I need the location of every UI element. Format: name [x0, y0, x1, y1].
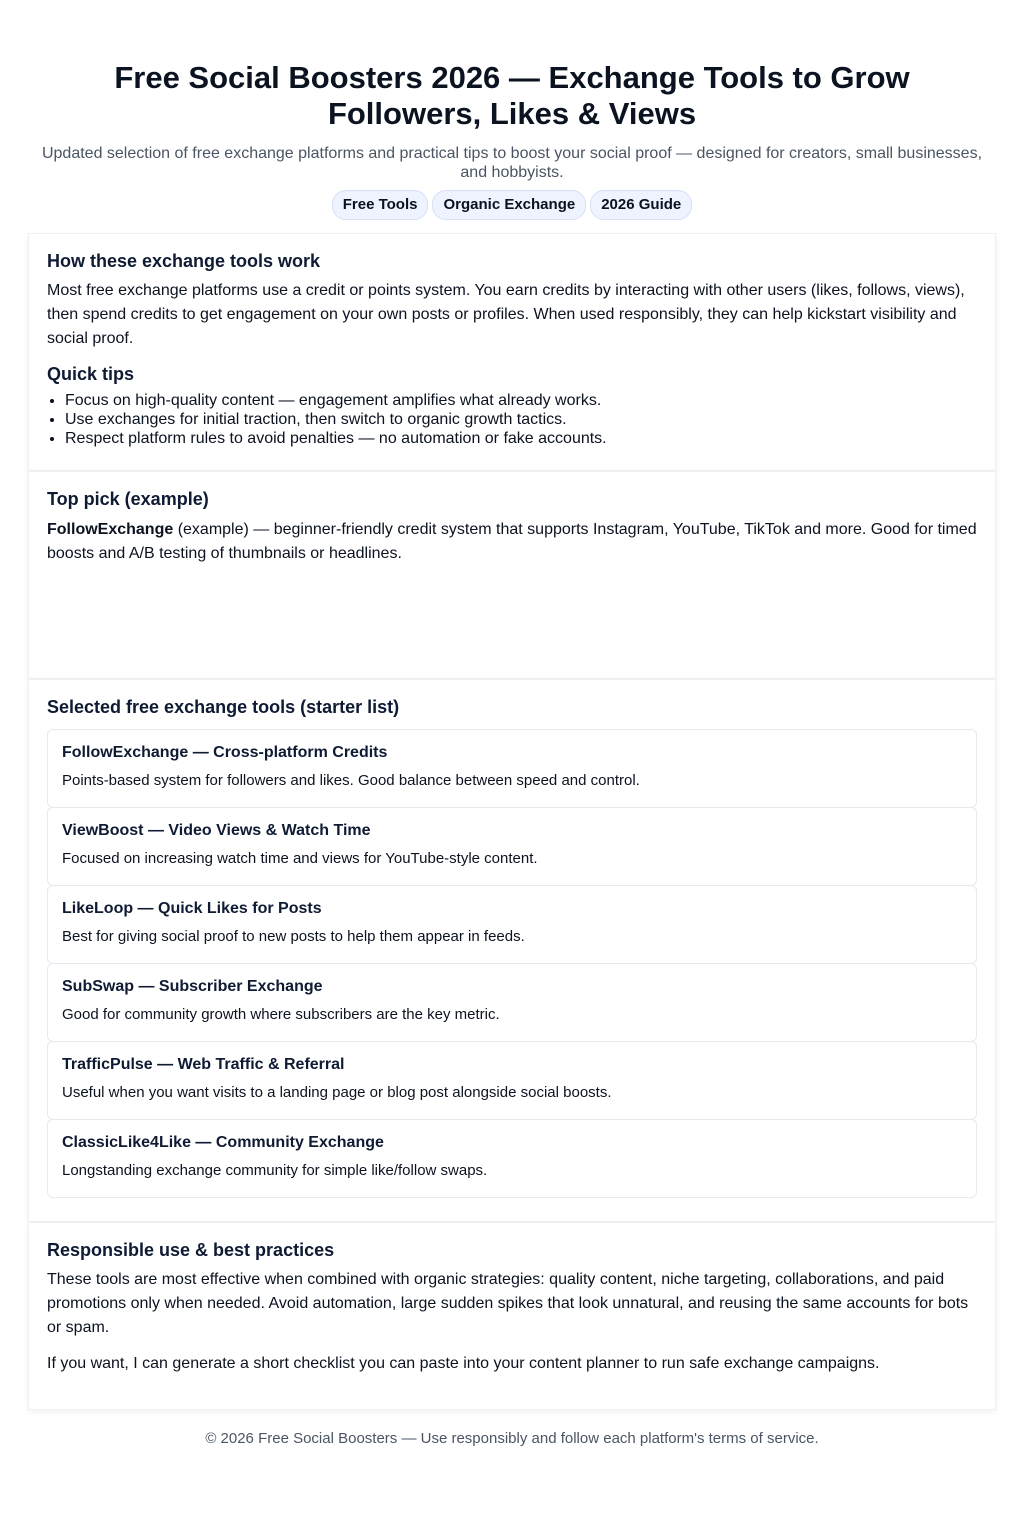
tool-card-followexchange — [47, 729, 977, 808]
top-pick-body — [47, 518, 977, 566]
tool-card-subswap — [47, 963, 977, 1042]
tool-description: Useful when you want visits to a landing page or blog post alongside social boosts. — [62, 1084, 612, 1101]
tool-title: FollowExchange — Cross-platform Credits — [62, 744, 388, 761]
best-practices-section — [28, 1222, 996, 1410]
best-practices-offer: If you want, I can generate a short checklist you can paste into your content planner to run safe exchange campaigns. — [47, 1355, 880, 1372]
tool-card-trafficpulse — [47, 1041, 977, 1120]
best-practices-body: These tools are most effective when combined with organic strategies: quality content, niche targeting, collaborations, and paid promotions only when needed. Avoid automation, large sudden spikes that look unnatural, and reusing the same accounts for bots or spam. — [47, 1271, 969, 1336]
tools-section — [28, 679, 996, 1222]
tool-title: ViewBoost — Video Views & Watch Time — [62, 822, 371, 839]
tool-title: TrafficPulse — Web Traffic & Referral — [62, 1056, 345, 1073]
tool-description: Focused on increasing watch time and views for YouTube-style content. — [62, 850, 538, 867]
tool-title: ClassicLike4Like — Community Exchange — [62, 1134, 384, 1151]
best-practices-heading: Responsible use & best practices — [47, 1240, 335, 1260]
page-footer: © 2026 Free Social Boosters — Use responsibly and follow each platform's terms of service. — [205, 1430, 819, 1447]
tools-list — [47, 729, 977, 1198]
tool-description: Best for giving social proof to new posts to help them appear in feeds. — [62, 928, 525, 945]
tools-heading: Selected free exchange tools (starter list) — [47, 697, 400, 717]
page-subtitle: Updated selection of free exchange platforms and practical tips to boost your social proof — designed for creators, small businesses, and hobbyists. — [41, 145, 983, 181]
badge-free-tools: Free Tools — [332, 190, 429, 220]
top-pick-heading: Top pick (example) — [47, 489, 209, 509]
top-pick-name: FollowExchange — [47, 521, 174, 538]
tool-card-likeloop — [47, 885, 977, 964]
tool-description: Good for community growth where subscribers are the key metric. — [62, 1006, 500, 1023]
top-pick-description: (example) — beginner-friendly credit system that supports Instagram, YouTube, TikTok and more. Good for timed boosts and A/B testing of thumbnails or headlines. — [47, 521, 977, 562]
badge-2026-guide: 2026 Guide — [590, 190, 692, 220]
how-it-works-heading: How these exchange tools work — [47, 251, 321, 271]
tip-item: • Use exchanges for initial traction, then switch to organic growth tactics. — [65, 410, 977, 429]
badge-row — [40, 190, 984, 220]
tool-description: Longstanding exchange community for simple like/follow swaps. — [62, 1162, 488, 1179]
tool-description: Points-based system for followers and likes. Good balance between speed and control. — [62, 772, 640, 789]
page-header — [0, 0, 1024, 220]
page-title: Free Social Boosters 2026 — Exchange Tools to Grow Followers, Likes & Views — [114, 60, 910, 131]
quick-tips-heading: Quick tips — [47, 364, 135, 384]
tip-item: • Respect platform rules to avoid penalties — no automation or fake accounts. — [65, 429, 977, 448]
tool-card-viewboost — [47, 807, 977, 886]
quick-tips-list — [47, 391, 977, 448]
tool-card-classiclike4like — [47, 1119, 977, 1198]
tool-title: LikeLoop — Quick Likes for Posts — [62, 900, 322, 917]
how-it-works-section — [28, 233, 996, 471]
how-it-works-body: Most free exchange platforms use a credit or points system. You earn credits by interacting with other users (likes, follows, views), then spend credits to get engagement on your own posts or profiles. When used responsibly, they can help kickstart visibility and social proof. — [47, 282, 965, 347]
top-pick-section — [28, 471, 996, 679]
badge-organic-exchange: Organic Exchange — [432, 190, 586, 220]
tip-item: • Focus on high-quality content — engagement amplifies what already works. — [65, 391, 977, 410]
tool-title: SubSwap — Subscriber Exchange — [62, 978, 323, 995]
